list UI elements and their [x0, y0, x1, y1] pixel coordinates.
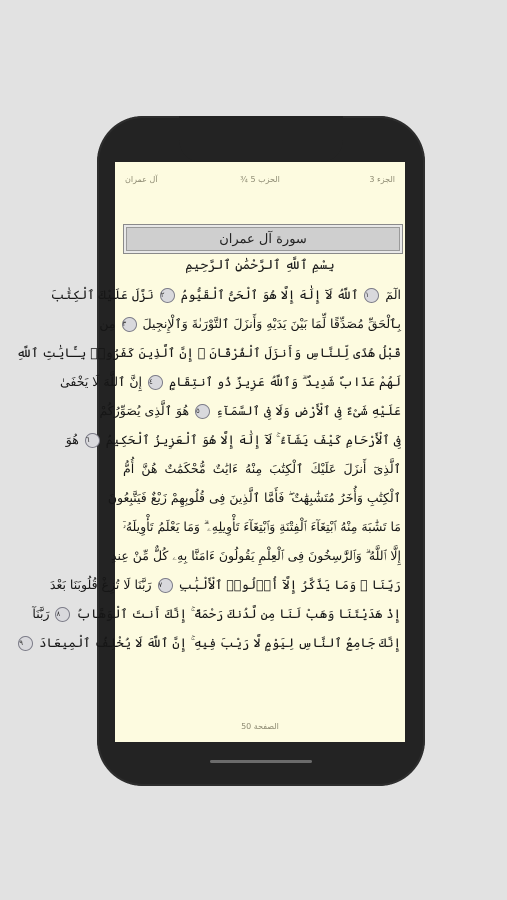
verse-line[interactable]	[60, 367, 401, 396]
verse-line[interactable]	[50, 280, 401, 309]
page-number-label: الصفحة 50	[241, 722, 279, 731]
verse-line[interactable]	[99, 396, 401, 425]
ayah-number-marker[interactable]: ٣	[122, 317, 137, 332]
verse-text: لَهُمْ عَذَابٌ شَدِيدٌ ۗ وَٱللَّهُ عَزِيزٌ ذُو ٱنتِقَامٍ	[168, 374, 401, 389]
verse-text: إِلَّا ٱللَّهُ ۗ وَٱلرَّٰسِخُونَ فِى ٱلْعِلْمِ يَقُولُونَ ءَامَنَّا بِهِۦ كُلٌّ مِّنْ عِندِ	[111, 548, 401, 563]
verse-line[interactable]	[111, 541, 401, 570]
verse-line[interactable]	[16, 338, 401, 367]
ayah-number-marker[interactable]: ٤	[148, 375, 163, 390]
verse-line[interactable]	[19, 628, 401, 657]
juz-label: الجزء 3	[369, 175, 395, 184]
verse-text: إِنَّ ٱللَّهَ لَا يَخْفَىٰ	[60, 374, 142, 389]
verse-text: فِى ٱلْأَرْحَامِ كَيْفَ يَشَآءُ ۚ لَآ إِلَٰهَ إِلَّا هُوَ ٱلْعَزِيزُ ٱلْحَكِيمُ	[105, 432, 401, 447]
verse-text: عَلَيْهِ شَىْءٌ فِى ٱلْأَرْضِ وَلَا فِى ٱلسَّمَآءِ	[216, 403, 401, 418]
verse-text: رَبَّنَآ	[32, 606, 50, 621]
surah-name-label: آل عمران	[125, 175, 158, 184]
surah-title-banner	[123, 224, 403, 254]
verse-text: إِنَّكَ جَامِعُ ٱلنَّاسِ لِيَوْمٍ لَّا رَيْبَ فِيهِ ۚ إِنَّ ٱللَّهَ لَا يُخْلِفُ ٱلْمِيعَادَ	[39, 635, 401, 650]
page-footer	[115, 722, 405, 731]
verse-text: الٓمٓ	[385, 287, 401, 302]
verse-line[interactable]	[32, 599, 401, 628]
verse-text: ٱلَّذِىٓ أَنزَلَ عَلَيْكَ ٱلْكِتَٰبَ مِنْهُ ءَايَٰتٌ مُّحْكَمَٰتٌ هُنَّ أُمُّ	[123, 461, 401, 476]
verse-text: هُوَ	[65, 432, 79, 447]
verse-text: هُوَ ٱلَّذِى يُصَوِّرُكُمْ	[99, 403, 190, 418]
ayah-number-marker[interactable]: ٧	[158, 578, 173, 593]
verse-text: رَبَّنَا لَا تُزِغْ قُلُوبَنَا بَعْدَ	[49, 577, 152, 592]
verse-text: مَا تَشَٰبَهَ مِنْهُ ٱبْتِغَآءَ ٱلْفِتْنَةِ وَٱبْتِغَآءَ تَأْوِيلِهِۦ ۗ وَمَا يَعْلَمُ تَأْوِيلَهُۥٓ	[122, 519, 401, 534]
verse-line[interactable]	[123, 454, 401, 483]
verse-text: مِن	[99, 316, 116, 331]
ayah-number-marker[interactable]: ٨	[55, 607, 70, 622]
ayah-number-marker[interactable]: ١	[364, 288, 379, 303]
verse-line[interactable]	[107, 483, 401, 512]
verse-text: رَبِّنَا ۗ وَمَا يَذَّكَّرُ إِلَّآ أُو۟لُوا۟ ٱلْأَلْبَٰبِ	[178, 577, 401, 592]
home-indicator[interactable]	[210, 760, 312, 763]
verse-text: إِذْ هَدَيْتَنَا وَهَبْ لَنَا مِن لَّدُنكَ رَحْمَةً ۚ إِنَّكَ أَنتَ ٱلْوَهَّابُ	[76, 606, 401, 621]
surah-title: سورة آل عمران	[219, 231, 307, 247]
mushaf-page[interactable]	[16, 162, 405, 742]
hizb-label: ¾ الحزب 5	[240, 175, 280, 184]
verse-line[interactable]	[99, 309, 401, 338]
page-header	[115, 162, 405, 196]
verse-text: قَبْلُ هُدًى لِّلنَّاسِ وَأَنزَلَ ٱلْفُرْقَانَ ۗ إِنَّ ٱلَّذِينَ كَفَرُوا۟ بِـَٔايَٰتِ ٱللَّهِ	[16, 345, 401, 360]
phone-notch	[179, 116, 343, 162]
verse-text: بِٱلْحَقِّ مُصَدِّقًا لِّمَا بَيْنَ يَدَيْهِ وَأَنزَلَ ٱلتَّوْرَىٰةَ وَٱلْإِنجِيلَ	[142, 316, 401, 331]
verse-lines	[16, 280, 401, 657]
verse-text: ٱلْكِتَٰبِ وَأُخَرُ مُتَشَٰبِهَٰتٌ ۖ فَأَمَّا ٱلَّذِينَ فِى قُلُوبِهِمْ زَيْغٌ فَيَتَّبِعُونَ	[107, 490, 401, 505]
ayah-number-marker[interactable]: ٦	[85, 433, 100, 448]
basmala: بِسْمِ ٱللَّهِ ٱلرَّحْمَٰنِ ٱلرَّحِيمِ	[185, 258, 335, 273]
ayah-number-marker[interactable]: ٩	[18, 636, 33, 651]
phone-frame	[16, 116, 425, 786]
verse-text: نَزَّلَ عَلَيْكَ ٱلْكِتَٰبَ	[50, 287, 154, 302]
verse-line[interactable]	[65, 425, 401, 454]
verse-line[interactable]	[123, 512, 401, 541]
verse-line[interactable]	[49, 570, 401, 599]
ayah-number-marker[interactable]: ٥	[195, 404, 210, 419]
ayah-number-marker[interactable]: ٢	[160, 288, 175, 303]
verse-text: ٱللَّهُ لَآ إِلَٰهَ إِلَّا هُوَ ٱلْحَىُّ ٱلْقَيُّومُ	[180, 287, 359, 302]
